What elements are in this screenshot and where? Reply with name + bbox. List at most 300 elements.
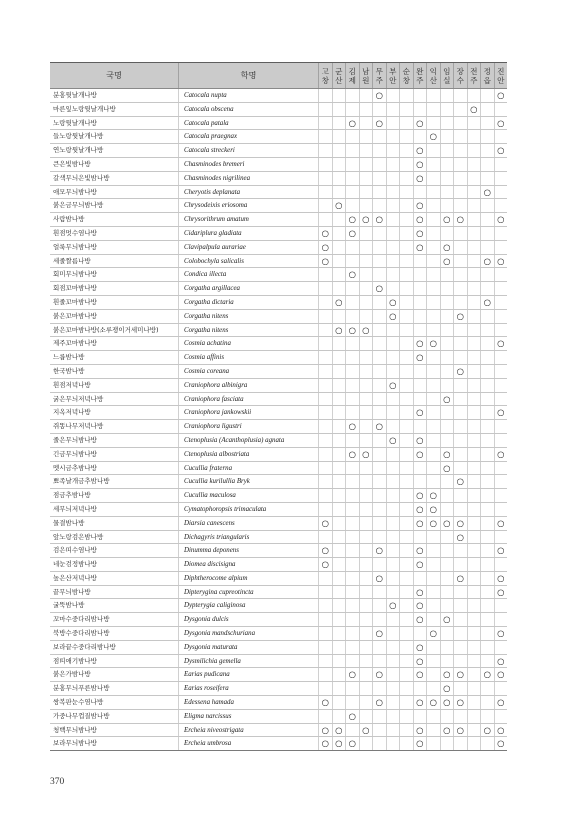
- location-cell: [453, 475, 467, 488]
- table-body: [50, 89, 507, 751]
- presence-mark: ○: [456, 517, 464, 528]
- location-cell: [372, 130, 386, 143]
- location-cell: [453, 130, 467, 143]
- location-cell: [413, 103, 427, 116]
- scientific-name-cell: Dypterygia caliginosa: [178, 599, 318, 612]
- presence-mark: ○: [443, 214, 451, 225]
- scientific-name-cell: Craniophora jankowskii: [178, 406, 318, 419]
- presence-mark: ○: [348, 669, 356, 680]
- location-cell: [332, 710, 346, 723]
- location-cell: [399, 572, 413, 585]
- location-cell: [467, 89, 481, 102]
- location-cell: [332, 158, 346, 171]
- location-cell: [372, 420, 386, 433]
- location-cell: [372, 337, 386, 350]
- presence-mark: ○: [416, 407, 424, 418]
- table-row: [50, 531, 507, 545]
- location-cell: [426, 641, 440, 654]
- location-cell: [413, 696, 427, 709]
- scientific-name-cell: Earias pudicana: [178, 668, 318, 681]
- presence-mark: ○: [416, 434, 424, 445]
- location-cell: [467, 213, 481, 226]
- location-cell: [467, 462, 481, 475]
- location-cell: [372, 586, 386, 599]
- location-cell: [359, 586, 373, 599]
- location-cell: [413, 475, 427, 488]
- location-cell: [426, 89, 440, 102]
- location-cell: [494, 737, 508, 750]
- location-cell: [494, 420, 508, 433]
- location-cell: [480, 613, 494, 626]
- location-cell: [359, 531, 373, 544]
- presence-mark: ○: [497, 407, 505, 418]
- location-cell: [467, 365, 481, 378]
- location-cell: [413, 324, 427, 337]
- location-cell: [318, 517, 332, 530]
- presence-mark: ○: [497, 90, 505, 100]
- location-cell: [426, 503, 440, 516]
- location-cell: [453, 572, 467, 585]
- location-cell: [453, 737, 467, 750]
- location-cell: [453, 103, 467, 116]
- location-cell: [494, 462, 508, 475]
- location-cell: [399, 710, 413, 723]
- korean-name-cell: 멧시금추밤나방: [53, 463, 97, 472]
- location-cell: [480, 241, 494, 254]
- location-header: [480, 63, 494, 88]
- location-cell: [480, 572, 494, 585]
- location-cell: [345, 558, 359, 571]
- location-cell: [372, 310, 386, 323]
- location-cell: [386, 89, 400, 102]
- scientific-name-cell: Dysgonia dulcis: [178, 613, 318, 626]
- presence-mark: ○: [429, 503, 437, 514]
- location-cell: [318, 655, 332, 668]
- location-cell: [332, 462, 346, 475]
- location-cell: [467, 130, 481, 143]
- location-cell: [318, 544, 332, 557]
- location-cell: [494, 531, 508, 544]
- location-cell: [467, 337, 481, 350]
- location-cell: [332, 586, 346, 599]
- location-cell: [494, 696, 508, 709]
- location-cell: [494, 227, 508, 240]
- presence-mark: ○: [416, 655, 424, 666]
- location-cell: [386, 599, 400, 612]
- location-cell: [467, 420, 481, 433]
- korean-name-cell: 마른잎노랑뒷날개나방: [53, 104, 116, 113]
- location-cell: [413, 89, 427, 102]
- location-cell: [426, 172, 440, 185]
- location-cell: [480, 406, 494, 419]
- location-cell: [372, 379, 386, 392]
- location-cell: [386, 586, 400, 599]
- location-cell: [440, 668, 454, 681]
- presence-mark: ○: [456, 572, 464, 583]
- location-cell: [386, 420, 400, 433]
- location-cell: [426, 724, 440, 737]
- presence-mark: ○: [335, 296, 343, 307]
- location-cell: [318, 144, 332, 157]
- korean-name-cell: 점띠애기밤나방: [53, 656, 97, 665]
- location-cell: [372, 737, 386, 750]
- scientific-name-cell: Edessena hamada: [178, 696, 318, 709]
- location-cell: [440, 172, 454, 185]
- table-row: [50, 379, 507, 393]
- table-row: [50, 696, 507, 710]
- location-cell: [480, 337, 494, 350]
- table-row: [50, 420, 507, 434]
- location-cell: [453, 379, 467, 392]
- location-cell: [372, 655, 386, 668]
- location-cell: [494, 724, 508, 737]
- location-cell: [386, 379, 400, 392]
- presence-mark: ○: [429, 628, 437, 639]
- location-cell: [372, 641, 386, 654]
- presence-mark: ○: [375, 669, 383, 680]
- location-cell: [467, 310, 481, 323]
- location-cell: [386, 117, 400, 130]
- location-cell: [372, 255, 386, 268]
- location-cell: [345, 144, 359, 157]
- location-cell: [359, 213, 373, 226]
- location-cell: [332, 531, 346, 544]
- page-number: 370: [50, 777, 65, 787]
- location-cell: [440, 255, 454, 268]
- location-cell: [494, 641, 508, 654]
- location-cell: [399, 462, 413, 475]
- location-cell: [453, 117, 467, 130]
- korean-name-cell: 쌍복판눈수염나방: [53, 698, 104, 707]
- scientific-name-cell: Chasminodes nigrilinea: [178, 172, 318, 185]
- scientific-name-cell: Dysgonia mandschuriana: [178, 627, 318, 640]
- location-cell: [494, 158, 508, 171]
- location-cell: [426, 613, 440, 626]
- location-cell: [332, 89, 346, 102]
- location-cell: [440, 351, 454, 364]
- presence-mark: ○: [416, 614, 424, 625]
- presence-mark: ○: [497, 338, 505, 349]
- table-row: [50, 544, 507, 558]
- location-cell: [426, 531, 440, 544]
- location-cell: [359, 172, 373, 185]
- location-cell: [467, 117, 481, 130]
- table-row: [50, 724, 507, 738]
- location-cell: [440, 144, 454, 157]
- location-cell: [399, 655, 413, 668]
- korean-name-cell: 세무늬저녁나방: [53, 504, 97, 513]
- location-cell: [440, 117, 454, 130]
- location-cell: [399, 531, 413, 544]
- presence-mark: ○: [483, 669, 491, 680]
- location-cell: [494, 710, 508, 723]
- location-cell: [480, 268, 494, 281]
- location-cell: [440, 462, 454, 475]
- location-cell: [318, 489, 332, 502]
- location-cell: [372, 199, 386, 212]
- location-cell: [386, 710, 400, 723]
- location-cell: [453, 724, 467, 737]
- location-cell: [399, 158, 413, 171]
- location-cell: [332, 434, 346, 447]
- location-cell: [440, 517, 454, 530]
- location-cell: [440, 282, 454, 295]
- location-cell: [399, 268, 413, 281]
- location-cell: [318, 117, 332, 130]
- table-row: [50, 668, 507, 682]
- header-scientific-name: 학명: [178, 63, 318, 88]
- location-cell: [494, 379, 508, 392]
- korean-name-cell: 붉은꼬마밤나방: [53, 311, 97, 320]
- location-cell: [467, 393, 481, 406]
- presence-mark: ○: [470, 103, 478, 114]
- location-cell: [453, 710, 467, 723]
- location-cell: [399, 475, 413, 488]
- table-row: [50, 103, 507, 117]
- location-cell: [345, 282, 359, 295]
- location-cell: [332, 324, 346, 337]
- presence-mark: ○: [335, 200, 343, 211]
- location-cell: [440, 241, 454, 254]
- location-cell: [345, 710, 359, 723]
- location-cell: [332, 613, 346, 626]
- scientific-name-cell: Ctenoplusia albostriata: [178, 448, 318, 461]
- location-cell: [332, 489, 346, 502]
- scientific-name-cell: Catocala nupta: [178, 89, 318, 102]
- presence-mark: ○: [497, 545, 505, 556]
- presence-mark: ○: [321, 227, 329, 238]
- location-cell: [359, 89, 373, 102]
- location-cell: [332, 503, 346, 516]
- location-cell: [494, 503, 508, 516]
- location-cell: [453, 296, 467, 309]
- korean-name-cell: 점금추밤나방: [53, 491, 91, 500]
- location-cell: [386, 724, 400, 737]
- location-cell: [480, 199, 494, 212]
- table-header: [50, 62, 507, 89]
- location-header-label: 남원: [362, 66, 370, 85]
- korean-name-cell: 들노랑뒷날개나방: [53, 132, 104, 141]
- location-cell: [359, 130, 373, 143]
- presence-mark: ○: [416, 172, 424, 183]
- location-cell: [453, 393, 467, 406]
- scientific-name-cell: Colobochyla salicalis: [178, 255, 318, 268]
- presence-mark: ○: [375, 214, 383, 225]
- location-cell: [399, 379, 413, 392]
- location-header: [372, 63, 386, 88]
- presence-mark: ○: [389, 310, 397, 321]
- table-row: [50, 351, 507, 365]
- presence-mark: ○: [416, 600, 424, 611]
- presence-mark: ○: [321, 697, 329, 708]
- location-cell: [480, 130, 494, 143]
- location-cell: [426, 296, 440, 309]
- presence-mark: ○: [335, 738, 343, 749]
- korean-name-cell: 지옥저녁나방: [53, 408, 91, 417]
- location-cell: [453, 213, 467, 226]
- presence-mark: ○: [416, 338, 424, 349]
- location-cell: [453, 144, 467, 157]
- location-cell: [359, 379, 373, 392]
- location-cell: [440, 130, 454, 143]
- location-cell: [426, 448, 440, 461]
- location-cell: [318, 599, 332, 612]
- location-cell: [386, 434, 400, 447]
- presence-mark: ○: [456, 476, 464, 487]
- location-cell: [399, 489, 413, 502]
- korean-name-cell: 붉은꼬마밤나방(소루쟁이거세미나방): [53, 325, 159, 334]
- scientific-name-cell: Dysgonia maturata: [178, 641, 318, 654]
- location-cell: [413, 627, 427, 640]
- location-cell: [467, 296, 481, 309]
- location-cell: [440, 296, 454, 309]
- location-cell: [318, 296, 332, 309]
- location-cell: [386, 544, 400, 557]
- presence-mark: ○: [416, 559, 424, 570]
- location-cell: [426, 186, 440, 199]
- location-cell: [413, 337, 427, 350]
- location-cell: [413, 144, 427, 157]
- location-cell: [386, 213, 400, 226]
- location-cell: [480, 462, 494, 475]
- presence-mark: ○: [321, 255, 329, 266]
- presence-mark: ○: [321, 517, 329, 528]
- presence-mark: ○: [416, 227, 424, 238]
- location-cell: [426, 420, 440, 433]
- location-cell: [345, 89, 359, 102]
- location-cell: [318, 351, 332, 364]
- location-cell: [440, 103, 454, 116]
- location-cell: [467, 324, 481, 337]
- korean-name-cell: 네눈검정밤나방: [53, 560, 97, 569]
- location-cell: [453, 89, 467, 102]
- location-cell: [372, 89, 386, 102]
- presence-mark: ○: [497, 117, 505, 128]
- korean-name-cell: 노랑뒷날개나방: [53, 118, 97, 127]
- location-cell: [345, 268, 359, 281]
- presence-mark: ○: [443, 462, 451, 473]
- location-cell: [467, 103, 481, 116]
- location-cell: [372, 296, 386, 309]
- presence-mark: ○: [348, 214, 356, 225]
- location-cell: [480, 517, 494, 530]
- location-cell: [440, 434, 454, 447]
- location-cell: [359, 144, 373, 157]
- location-cell: [332, 365, 346, 378]
- location-cell: [426, 558, 440, 571]
- location-cell: [467, 434, 481, 447]
- location-cell: [318, 558, 332, 571]
- location-cell: [318, 462, 332, 475]
- presence-mark: ○: [497, 255, 505, 266]
- location-cell: [453, 503, 467, 516]
- location-cell: [467, 558, 481, 571]
- location-cell: [413, 130, 427, 143]
- location-cell: [318, 130, 332, 143]
- location-cell: [359, 117, 373, 130]
- location-cell: [413, 737, 427, 750]
- location-cell: [372, 503, 386, 516]
- location-cell: [426, 655, 440, 668]
- location-cell: [480, 365, 494, 378]
- location-cell: [399, 544, 413, 557]
- location-cell: [372, 627, 386, 640]
- location-cell: [413, 406, 427, 419]
- table-row: [50, 393, 507, 407]
- location-header: [426, 63, 440, 88]
- presence-mark: ○: [416, 352, 424, 363]
- location-cell: [359, 420, 373, 433]
- korean-name-cell: 사람밤나방: [53, 215, 85, 224]
- location-cell: [372, 213, 386, 226]
- location-cell: [318, 434, 332, 447]
- table-row: [50, 255, 507, 269]
- header-korean-name: 국명: [106, 70, 122, 80]
- location-cell: [426, 213, 440, 226]
- location-cell: [467, 696, 481, 709]
- location-cell: [467, 227, 481, 240]
- table-row: [50, 448, 507, 462]
- location-cell: [453, 255, 467, 268]
- scientific-name-cell: Dichagyris triangularis: [178, 531, 318, 544]
- location-cell: [413, 572, 427, 585]
- location-cell: [386, 324, 400, 337]
- location-cell: [413, 613, 427, 626]
- location-cell: [413, 158, 427, 171]
- location-cell: [399, 227, 413, 240]
- location-cell: [359, 724, 373, 737]
- location-cell: [318, 379, 332, 392]
- location-cell: [359, 641, 373, 654]
- location-cell: [318, 724, 332, 737]
- location-cell: [332, 696, 346, 709]
- korean-name-cell: 세줄짤름나방: [53, 256, 91, 265]
- location-cell: [413, 641, 427, 654]
- location-cell: [413, 448, 427, 461]
- location-cell: [345, 241, 359, 254]
- location-cell: [480, 737, 494, 750]
- table-row: [50, 613, 507, 627]
- location-cell: [386, 682, 400, 695]
- location-cell: [453, 599, 467, 612]
- location-cell: [453, 489, 467, 502]
- presence-mark: ○: [348, 448, 356, 459]
- location-cell: [480, 282, 494, 295]
- location-cell: [426, 627, 440, 640]
- location-cell: [467, 724, 481, 737]
- location-cell: [480, 296, 494, 309]
- location-cell: [345, 213, 359, 226]
- location-header-label: 순창: [402, 66, 410, 85]
- location-cell: [399, 599, 413, 612]
- location-cell: [426, 682, 440, 695]
- korean-name-cell: 분홍뒷날개나방: [53, 91, 97, 99]
- species-distribution-table: [50, 62, 507, 751]
- location-cell: [467, 503, 481, 516]
- location-cell: [359, 393, 373, 406]
- location-cell: [332, 544, 346, 557]
- location-cell: [453, 655, 467, 668]
- location-cell: [359, 310, 373, 323]
- presence-mark: ○: [362, 324, 370, 335]
- location-cell: [386, 655, 400, 668]
- presence-mark: ○: [456, 724, 464, 735]
- location-cell: [318, 103, 332, 116]
- location-cell: [372, 186, 386, 199]
- location-cell: [399, 296, 413, 309]
- location-cell: [494, 241, 508, 254]
- location-cell: [480, 434, 494, 447]
